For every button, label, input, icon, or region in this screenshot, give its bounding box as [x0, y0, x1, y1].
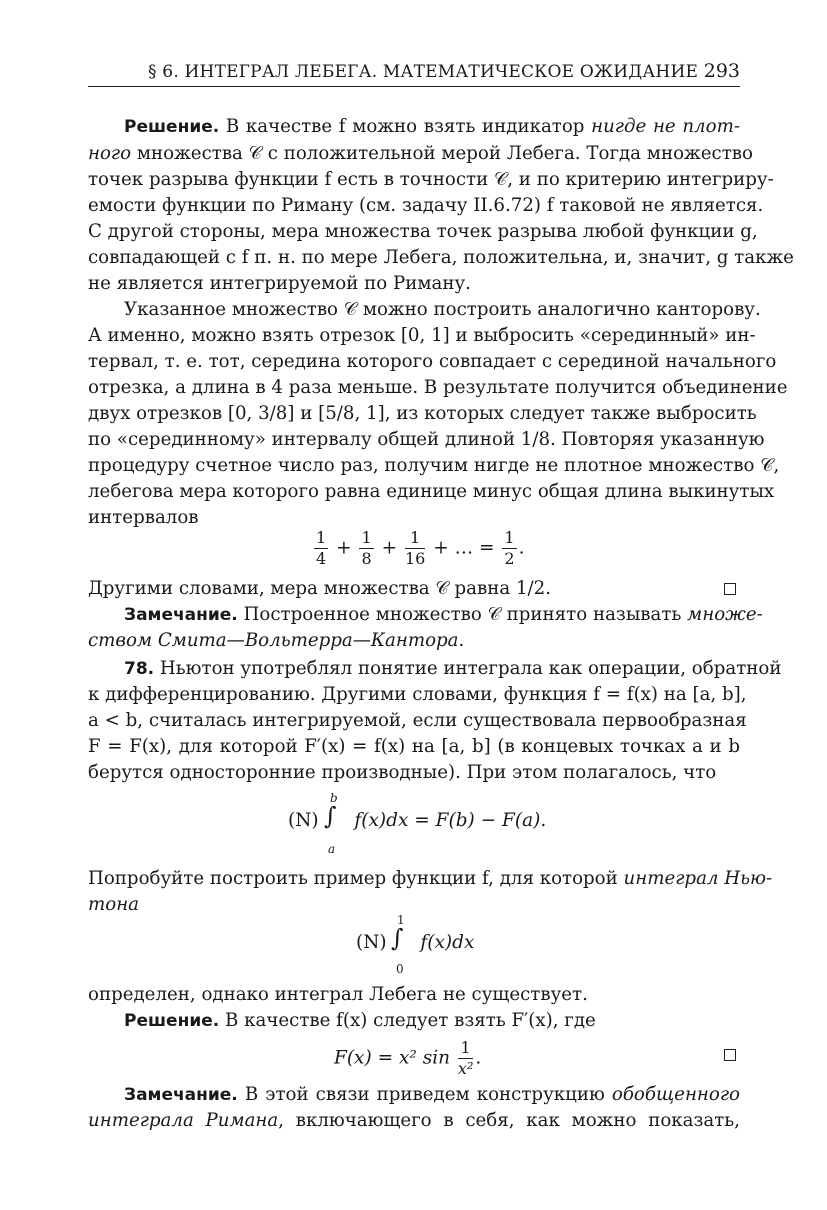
operator: + … =	[433, 537, 495, 559]
text-line: А именно, можно взять отрезок [0, 1] и выбросить «серединный» ин-	[88, 325, 756, 346]
text-line: берутся односторонние производные). При этом полагалось, что	[88, 762, 717, 783]
text-line	[88, 1008, 740, 1034]
text-run: В качестве f(x) следует взять F′(x), где	[219, 1010, 596, 1031]
text-line: не является интегрируемой по Риману.	[88, 273, 471, 294]
italic-term: множе-	[687, 604, 763, 625]
integral-prefix: (N)	[288, 810, 319, 831]
text-line	[88, 1108, 740, 1134]
text-line	[88, 1082, 740, 1108]
page-number: 293	[703, 60, 740, 82]
integral-sign: ∫	[391, 924, 404, 952]
text-line	[88, 602, 763, 628]
text-run: В качестве f можно взять индикатор	[219, 116, 592, 137]
text-line: тервал, т. е. тот, середина которого совпадает с серединой начального	[88, 351, 777, 372]
text-line: С другой стороны, мера множества точек разрыва любой функции g,	[88, 221, 758, 242]
text-line: интервалов	[88, 507, 199, 528]
newton-integral-01	[356, 932, 474, 953]
operator: +	[381, 537, 398, 559]
text-run: , включающего в себя, как можно показать,	[278, 1110, 740, 1131]
problem-number: 78.	[124, 659, 155, 679]
numerator: 1	[504, 528, 515, 547]
text-line: определен, однако интеграл Лебега не существует.	[88, 984, 588, 1005]
text-line: F = F(x), для которой F′(x) = f(x) на [a, b] (в концевых точках a и b	[88, 736, 740, 757]
fraction	[502, 528, 516, 569]
numerator: 1	[361, 528, 372, 547]
fraction	[458, 1038, 473, 1079]
numerator: 1	[458, 1038, 473, 1059]
text-line: отрезка, а длина в 4 раза меньше. В результате получится объединение	[88, 377, 788, 398]
period: .	[518, 537, 525, 559]
denominator: 2	[504, 549, 515, 568]
text-run: Ньютон употреблял понятие интеграла как операции, обратной	[154, 658, 782, 679]
text-line: процедуру счетное число раз, получим нигде не плотное множество 𝒞,	[88, 455, 780, 476]
italic-term: интеграла Римана	[88, 1110, 279, 1131]
upper-limit: 1	[397, 913, 405, 927]
text-line: тона	[88, 894, 140, 915]
italic-term: интеграл Нью-	[623, 868, 773, 889]
lower-limit: a	[328, 842, 336, 856]
text-line: a < b, считалась интегрируемой, если существовала первообразная	[88, 710, 747, 731]
text-line: совпадающей с f п. н. по мере Лебега, положительна, и, значит, g также	[88, 247, 794, 268]
italic-term: обобщенного	[611, 1084, 740, 1105]
text-run: В этой связи приведем конструкцию	[237, 1084, 612, 1105]
period: .	[475, 1047, 482, 1069]
text-line: емости функции по Риману (см. задачу II.6.72) f таковой не является.	[88, 195, 764, 216]
text-line: Указанное множество 𝒞 можно построить аналогично канторову.	[124, 299, 761, 320]
function-definition	[334, 1038, 481, 1079]
integral-body: f(x)dx = F(b) − F(a).	[354, 810, 547, 831]
text-line	[88, 114, 740, 140]
text-line: точек разрыва функции f есть в точности 𝒞, и по критерию интегриру-	[88, 169, 774, 190]
qed-square-icon	[724, 583, 736, 595]
qed-square-icon	[724, 1049, 736, 1061]
lower-limit: 0	[396, 962, 404, 976]
solution-label: Решение.	[124, 1011, 220, 1031]
text-line: лебегова мера которого равна единице минус общая длина выкинутых	[88, 481, 775, 502]
text-line: по «серединному» интервалу общей длиной 1/8. Повторяя указанную	[88, 429, 765, 450]
denominator: x²	[457, 1059, 474, 1078]
denominator: 4	[316, 549, 327, 568]
denominator: 8	[361, 549, 372, 568]
numerator: 1	[405, 528, 425, 549]
text-run: Попробуйте построить пример функции f, для которой	[88, 868, 624, 889]
operator: +	[336, 537, 352, 559]
solution-label: Решение.	[124, 117, 220, 137]
text-line: двух отрезков [0, 3/8] и [5/8, 1], из которых следует также выбросить	[88, 403, 757, 424]
italic-term: нигде не плот-	[591, 116, 740, 137]
remark-label: Замечание.	[124, 605, 238, 625]
integral-body: f(x)dx	[420, 932, 475, 953]
remark-label: Замечание.	[124, 1085, 238, 1105]
text-line	[88, 628, 740, 654]
numerator: 1	[316, 528, 327, 547]
text-line: Другими словами, мера множества 𝒞 равна 1/2.	[88, 578, 551, 599]
italic-term: ного	[88, 143, 132, 164]
text-line	[88, 656, 782, 682]
text-run: .	[458, 630, 465, 651]
fraction	[314, 528, 328, 569]
running-title: § 6. ИНТЕГРАЛ ЛЕБЕГА. МАТЕМАТИЧЕСКОЕ ОЖИДАНИЕ	[148, 62, 699, 82]
fraction	[359, 528, 373, 569]
text-line	[88, 141, 753, 167]
series-formula	[312, 528, 524, 569]
running-header	[88, 60, 740, 87]
text-run: Построенное множество 𝒞 принято называть	[237, 604, 688, 625]
upper-limit: b	[330, 791, 338, 805]
italic-term: ством Смита—Вольтерра—Кантора	[88, 630, 459, 651]
integral-sign: ∫	[324, 802, 337, 830]
integral-prefix: (N)	[356, 932, 387, 953]
text-run: множества 𝒞 с положительной мерой Лебега. Тогда множество	[131, 143, 753, 164]
formula-lhs: F(x) = x² sin	[334, 1047, 451, 1069]
fraction	[405, 528, 425, 569]
text-line	[88, 866, 773, 892]
denominator: 16	[404, 549, 426, 568]
text-line: к дифференцированию. Другими словами, функция f = f(x) на [a, b],	[88, 684, 747, 705]
